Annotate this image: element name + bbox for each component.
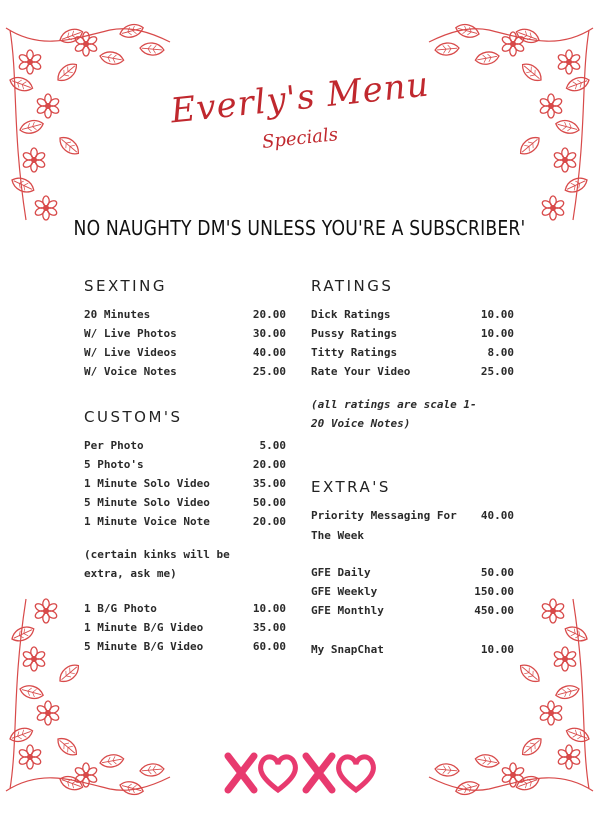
x-icon [228, 756, 254, 790]
menu-title: Everly's Menu [168, 64, 432, 132]
menu-item: Pussy Ratings 10.00 [311, 327, 514, 340]
heart-icon [339, 757, 374, 790]
menu-item: 5 Minute B/G Video 60.00 [84, 640, 286, 653]
sexting-section [84, 277, 286, 381]
heart-icon [261, 757, 296, 790]
menu-item: My SnapChat 10.00 [311, 643, 514, 656]
section-heading-sexting: SEXTING [84, 277, 167, 295]
subscriber-notice: NO NAUGHTY DM'S UNLESS YOU'RE A SUBSCRIBER' [73, 216, 526, 240]
x-icon [306, 756, 332, 790]
menu-item: Per Photo 5.00 [84, 439, 286, 452]
menu-item: Priority Messaging For The Week 40.00 [311, 509, 514, 542]
menu-item: 5 Minute Solo Video 50.00 [84, 496, 286, 509]
menu-item: GFE Weekly 150.00 [311, 585, 514, 598]
extras-section [311, 478, 514, 659]
floral-corner-icon [424, 20, 599, 230]
menu-item: 20 Minutes 20.00 [84, 308, 286, 321]
customs-section [84, 408, 286, 656]
xoxo-decoration [220, 748, 380, 798]
menu-item: GFE Daily 50.00 [311, 566, 514, 579]
menu-item: Dick Ratings 10.00 [311, 308, 514, 321]
menu-subtitle: Specials [261, 124, 339, 153]
section-heading-customs: CUSTOM'S [84, 408, 183, 426]
menu-item: 1 B/G Photo 10.00 [84, 602, 286, 615]
ratings-section [311, 277, 514, 433]
kinks-note: (certain kinks will be extra, ask me) [84, 548, 230, 580]
menu-item: 1 Minute Voice Note 20.00 [84, 515, 286, 528]
menu-item: Rate Your Video 25.00 [311, 365, 514, 378]
menu-item: 1 Minute B/G Video 35.00 [84, 621, 286, 634]
floral-corner-icon [0, 20, 175, 230]
menu-item: GFE Monthly 450.00 [311, 604, 514, 617]
menu-item: 1 Minute Solo Video 35.00 [84, 477, 286, 490]
menu-item: Titty Ratings 8.00 [311, 346, 514, 359]
section-heading-ratings: RATINGS [311, 277, 394, 295]
section-heading-extras: EXTRA'S [311, 478, 391, 496]
menu-item: W/ Live Videos 40.00 [84, 346, 286, 359]
menu-item: W/ Voice Notes 25.00 [84, 365, 286, 378]
menu-item: W/ Live Photos 30.00 [84, 327, 286, 340]
ratings-note: (all ratings are scale 1-20 Voice Notes) [311, 398, 477, 430]
menu-item: 5 Photo's 20.00 [84, 458, 286, 471]
